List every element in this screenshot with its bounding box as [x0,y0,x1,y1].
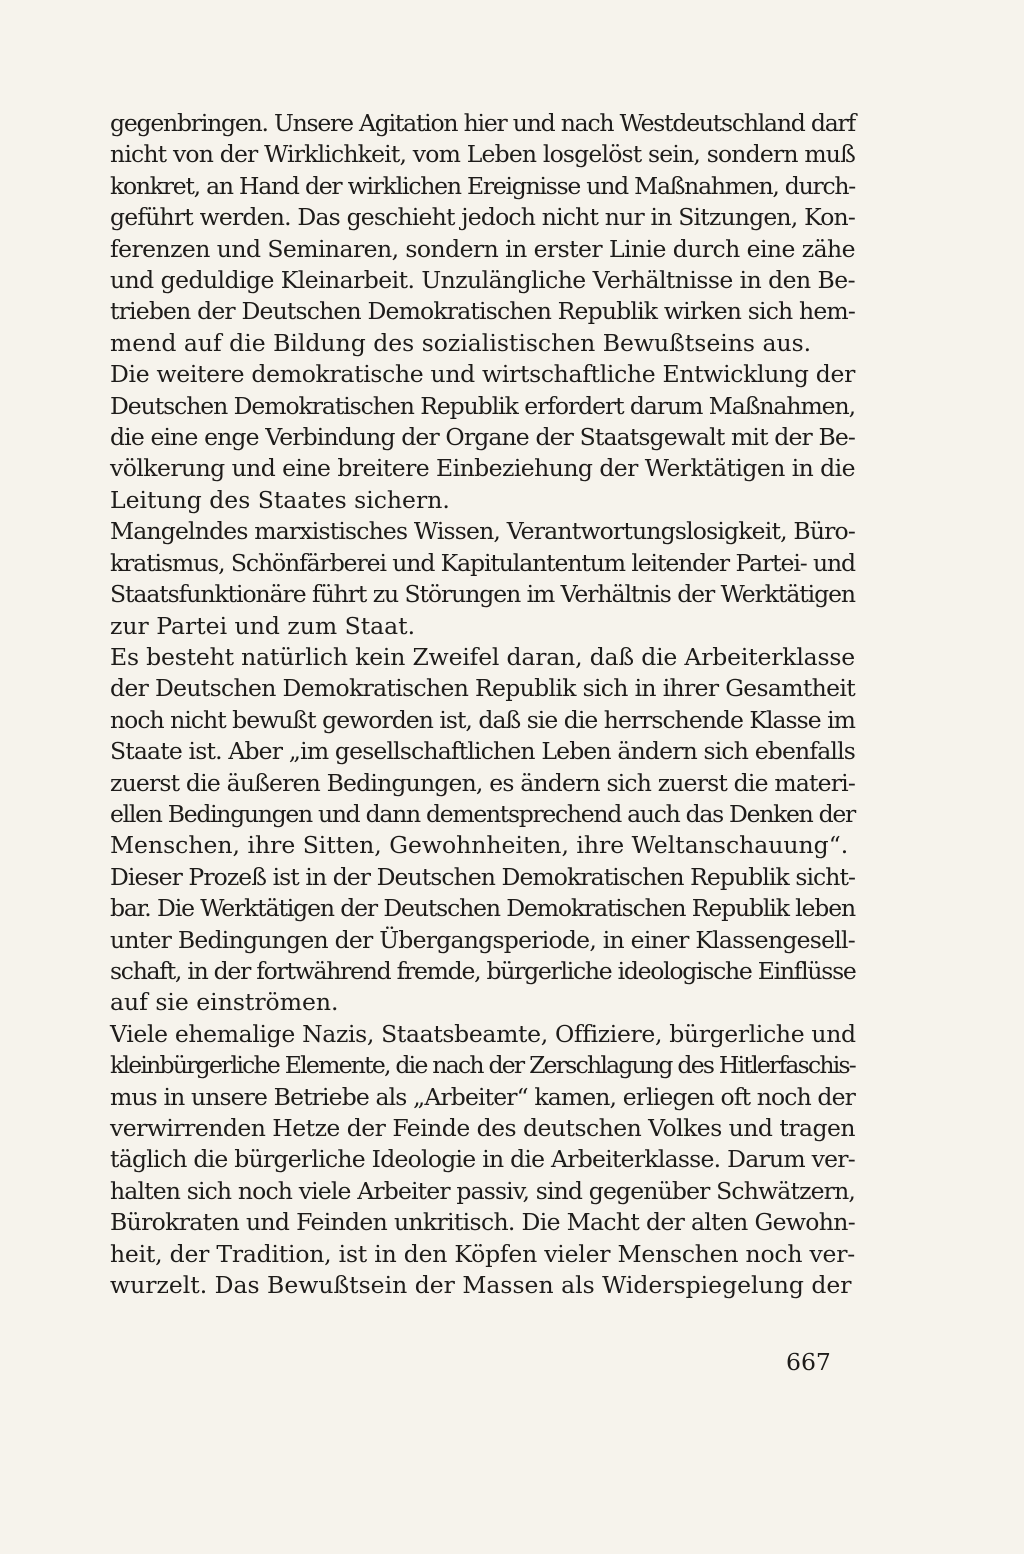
text-line: Bürokraten und Feinden unkritisch. Die Macht der alten Gewohn- [110,1208,855,1237]
text-line: noch nicht bewußt geworden ist, daß sie die herrschende Klasse im [110,705,855,734]
text-line: unter Bedingungen der Übergangsperiode, in einer Klassengesell- [110,925,855,954]
text-line: ferenzen und Seminaren, sondern in erster Linie durch eine zähe [110,234,855,263]
text-line: Menschen, ihre Sitten, Gewohnheiten, ihre Weltanschauung“. [110,831,849,860]
text-line: die eine enge Verbindung der Organe der Staatsgewalt mit der Be- [110,423,855,452]
text-line: kratismus, Schönfärberei und Kapitulantentum leitender Partei- und [110,548,855,577]
text-line: Die weitere demokratische und wirtschaftliche Entwicklung der [110,360,855,389]
text-line: zuerst die äußeren Bedingungen, es ändern sich zuerst die materi- [110,768,855,797]
text-line: bar. Die Werktätigen der Deutschen Demokratischen Republik leben [110,894,855,923]
text-line: Staate ist. Aber „im gesellschaftlichen Leben ändern sich ebenfalls [110,737,855,766]
paragraph [110,516,855,642]
text-line: Es besteht natürlich kein Zweifel daran, daß die Arbeiterklasse [110,642,855,671]
paragraph [110,862,855,1019]
text-line: Mangelndes marxistisches Wissen, Verantwortungslosigkeit, Büro- [110,517,855,546]
text-line: kleinbürgerliche Elemente, die nach der Zerschlagung des Hitlerfaschis- [110,1051,855,1080]
text-line: trieben der Deutschen Demokratischen Republik wirken sich hem- [110,297,855,326]
text-line: Dieser Prozeß ist in der Deutschen Demokratischen Republik sicht- [110,862,855,891]
text-line: mend auf die Bildung des sozialistischen Bewußtseins aus. [110,328,812,357]
text-line: täglich die bürgerliche Ideologie in die Arbeiterklasse. Darum ver- [110,1145,855,1174]
text-line: nicht von der Wirklichkeit, vom Leben losgelöst sein, sondern muß [110,140,855,169]
text-line: schaft, in der fortwährend fremde, bürgerliche ideologische Einflüsse [110,956,856,985]
text-line: Leitung des Staates sichern. [110,485,450,514]
paragraph [110,359,855,516]
text-line: konkret, an Hand der wirklichen Ereignisse und Maßnahmen, durch- [110,171,855,200]
text-line: geführt werden. Das geschieht jedoch nicht nur in Sitzungen, Kon- [110,203,855,232]
text-line: gegenbringen. Unsere Agitation hier und nach Westdeutschland darf [110,109,855,137]
page-number: 667 [786,1348,831,1376]
text-line: völkerung und eine breitere Einbeziehung der Werktätigen in die [110,454,855,483]
text-line: und geduldige Kleinarbeit. Unzulängliche Verhältnisse in den Be- [110,266,855,295]
text-line: Deutschen Demokratischen Republik erfordert darum Maßnahmen, [110,391,855,420]
text-line: halten sich noch viele Arbeiter passiv, sind gegenüber Schwätzern, [110,1176,855,1205]
paragraph [110,642,855,862]
text-line: auf sie einströmen. [110,988,339,1017]
text-line: der Deutschen Demokratischen Republik sich in ihrer Gesamtheit [110,674,856,703]
paragraph [110,108,855,359]
text-line: verwirrenden Hetze der Feinde des deutschen Volkes und tragen [110,1114,855,1142]
body-text [110,108,855,1301]
text-line: Staatsfunktionäre führt zu Störungen im Verhältnis der Werktätigen [110,580,855,609]
text-line: Viele ehemalige Nazis, Staatsbeamte, Offiziere, bürgerliche und [110,1019,856,1048]
text-line: wurzelt. Das Bewußtsein der Massen als Widerspiegelung der [110,1271,852,1300]
text-line: zur Partei und zum Staat. [110,611,416,640]
text-line: ellen Bedingungen und dann dementsprechend auch das Denken der [110,799,855,828]
text-line: mus in unsere Betriebe als „Arbeiter“ kamen, erliegen oft noch der [110,1082,855,1111]
text-line: heit, der Tradition, ist in den Köpfen vieler Menschen noch ver- [110,1239,855,1268]
paragraph [110,1019,855,1302]
